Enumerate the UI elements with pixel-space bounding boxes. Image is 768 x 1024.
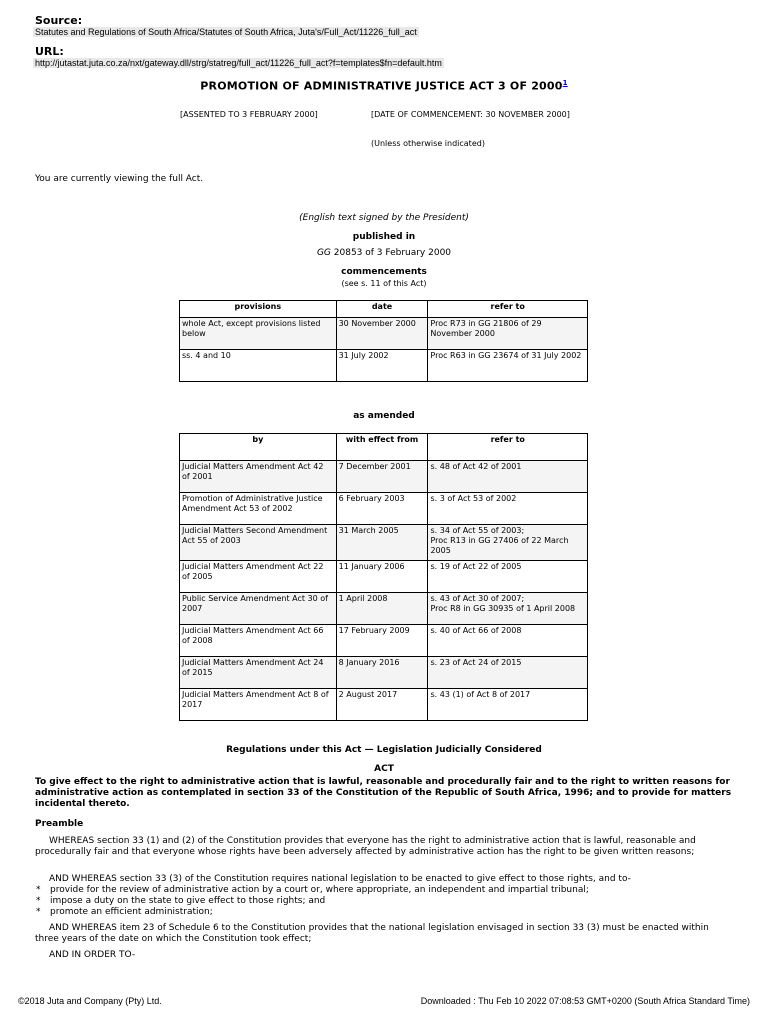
column-header: refer to: [428, 434, 588, 461]
table-cell: s. 48 of Act 42 of 2001: [428, 461, 588, 493]
copyright: ©2018 Juta and Company (Pty) Ltd.: [18, 996, 162, 1006]
preamble-heading: Preamble: [35, 819, 84, 829]
table-cell: s. 43 (1) of Act 8 of 2017: [428, 689, 588, 721]
viewing-note: You are currently viewing the full Act.: [35, 174, 204, 184]
table-cell: Proc R63 in GG 23674 of 31 July 2002: [428, 350, 588, 382]
amendments-table: [179, 433, 588, 721]
gazette-details: 20853 of 3 February 2000: [330, 248, 452, 258]
column-header: with effect from: [336, 434, 428, 461]
footnote-link[interactable]: 1: [562, 79, 568, 87]
related-links: [0, 745, 768, 755]
table-cell: 1 April 2008: [336, 593, 428, 625]
table-cell: 31 July 2002: [336, 350, 428, 382]
column-header: refer to: [428, 301, 588, 318]
table-row: [180, 461, 588, 493]
table-row: [180, 593, 588, 625]
act-title-text: PROMOTION OF ADMINISTRATIVE JUSTICE ACT 3 OF 2000: [200, 79, 563, 93]
bullet-item: impose a duty on the state to give effect to those rights; and: [50, 896, 326, 906]
table-row: [180, 689, 588, 721]
preamble-para-4: AND IN ORDER TO-: [49, 950, 136, 960]
download-timestamp: Downloaded : Thu Feb 10 2022 07:08:53 GMT+0200 (South Africa Standard Time): [420, 996, 750, 1006]
table-cell: ss. 4 and 10: [180, 350, 337, 382]
gazette-abbrev: GG: [316, 248, 331, 258]
as-amended-title: as amended: [353, 411, 415, 421]
table-row: [180, 493, 588, 525]
column-header: date: [336, 301, 428, 318]
table-cell: s. 23 of Act 24 of 2015: [428, 657, 588, 689]
commencements-title: commencements: [341, 267, 427, 277]
table-header-row: [180, 301, 588, 318]
table-row: [180, 561, 588, 593]
table-cell: 6 February 2003: [336, 493, 428, 525]
table-row: [180, 350, 588, 382]
table-cell: 11 January 2006: [336, 561, 428, 593]
table-row: [180, 318, 588, 350]
english-text-note: (English text signed by the President): [299, 213, 469, 223]
table-cell: s. 19 of Act 22 of 2005: [428, 561, 588, 593]
url-label: URL:: [35, 45, 64, 58]
bullet-item: provide for the review of administrative action by a court or, where appropriate, an independent and impartial tribunal;: [50, 885, 589, 895]
page-title: [0, 79, 768, 93]
table-cell: 7 December 2001: [336, 461, 428, 493]
table-cell: 30 November 2000: [336, 318, 428, 350]
regulations-link[interactable]: Regulations under this Act: [226, 745, 362, 755]
table-cell: s. 40 of Act 66 of 2008: [428, 625, 588, 657]
commencements-note: (see s. 11 of this Act): [341, 279, 427, 288]
table-cell: 8 January 2016: [336, 657, 428, 689]
table-cell: Judicial Matters Amendment Act 22 of 2005: [180, 561, 337, 593]
table-cell: 17 February 2009: [336, 625, 428, 657]
preamble-para-2: AND WHEREAS section 33 (3) of the Constitution requires national legislation to be enacted to give effect to those rights, and to-: [49, 874, 631, 884]
bullet-item: promote an efficient administration;: [50, 907, 213, 917]
table-row: [180, 625, 588, 657]
assented-date: [ASSENTED TO 3 FEBRUARY 2000]: [180, 110, 318, 119]
column-header: by: [180, 434, 337, 461]
commencement-date: [DATE OF COMMENCEMENT: 30 NOVEMBER 2000]: [371, 110, 570, 119]
table-cell: Public Service Amendment Act 30 of 2007: [180, 593, 337, 625]
column-header: provisions: [180, 301, 337, 318]
unless-note: (Unless otherwise indicated): [371, 139, 485, 148]
act-heading: ACT: [374, 764, 394, 774]
table-cell: s. 43 of Act 30 of 2007; Proc R8 in GG 30935 of 1 April 2008: [428, 593, 588, 625]
table-cell: Judicial Matters Amendment Act 66 of 2008: [180, 625, 337, 657]
bullet-marker: *: [36, 885, 41, 895]
table-row: [180, 525, 588, 561]
links-separator: —: [361, 745, 377, 755]
table-cell: s. 3 of Act 53 of 2002: [428, 493, 588, 525]
source-label: Source:: [35, 14, 83, 27]
table-cell: Proc R73 in GG 21806 of 29 November 2000: [428, 318, 588, 350]
table-header-row: [180, 434, 588, 461]
table-cell: Promotion of Administrative Justice Amendment Act 53 of 2002: [180, 493, 337, 525]
table-cell: Judicial Matters Amendment Act 8 of 2017: [180, 689, 337, 721]
table-cell: 31 March 2005: [336, 525, 428, 561]
table-row: [180, 657, 588, 689]
url-value[interactable]: http://jutastat.juta.co.za/nxt/gateway.dll/strg/statreg/full_act/11226_full_act?f=templates$fn=default.htm: [35, 58, 442, 68]
preamble-para-3: AND WHEREAS item 23 of Schedule 6 to the Constitution provides that the national legislation envisaged in section 33 (3) must be enacted within three years of the date on which the Constitution took effect;: [35, 923, 709, 944]
table-cell: s. 34 of Act 55 of 2003; Proc R13 in GG 27406 of 22 March 2005: [428, 525, 588, 561]
commencements-table: [179, 300, 588, 382]
source-value: Statutes and Regulations of South Africa/Statutes of South Africa, Juta's/Full_Act/11226_full_act: [35, 27, 417, 37]
table-cell: Judicial Matters Amendment Act 42 of 2001: [180, 461, 337, 493]
table-cell: 2 August 2017: [336, 689, 428, 721]
legislation-link[interactable]: Legislation Judicially Considered: [376, 745, 542, 755]
bullet-marker: *: [36, 896, 41, 906]
long-title: To give effect to the right to administrative action that is lawful, reasonable and procedurally fair and to the right to written reasons for administrative action as contemplated in section 33 of the Constitution of the Republic of South Africa, 1996; and to provide for matters incidental thereto.: [35, 777, 732, 809]
bullet-marker: *: [36, 907, 41, 917]
table-cell: Judicial Matters Second Amendment Act 55 of 2003: [180, 525, 337, 561]
published-in: published in: [352, 232, 416, 242]
gazette-ref: [0, 248, 768, 258]
table-cell: Judicial Matters Amendment Act 24 of 2015: [180, 657, 337, 689]
preamble-para-1: WHEREAS section 33 (1) and (2) of the Constitution provides that everyone has the right to administrative action that is lawful, reasonable and procedurally fair and that everyone whose rights have been adversely affected by administrative action has the right to be given written reasons;: [35, 836, 696, 857]
table-cell: whole Act, except provisions listed below: [180, 318, 337, 350]
